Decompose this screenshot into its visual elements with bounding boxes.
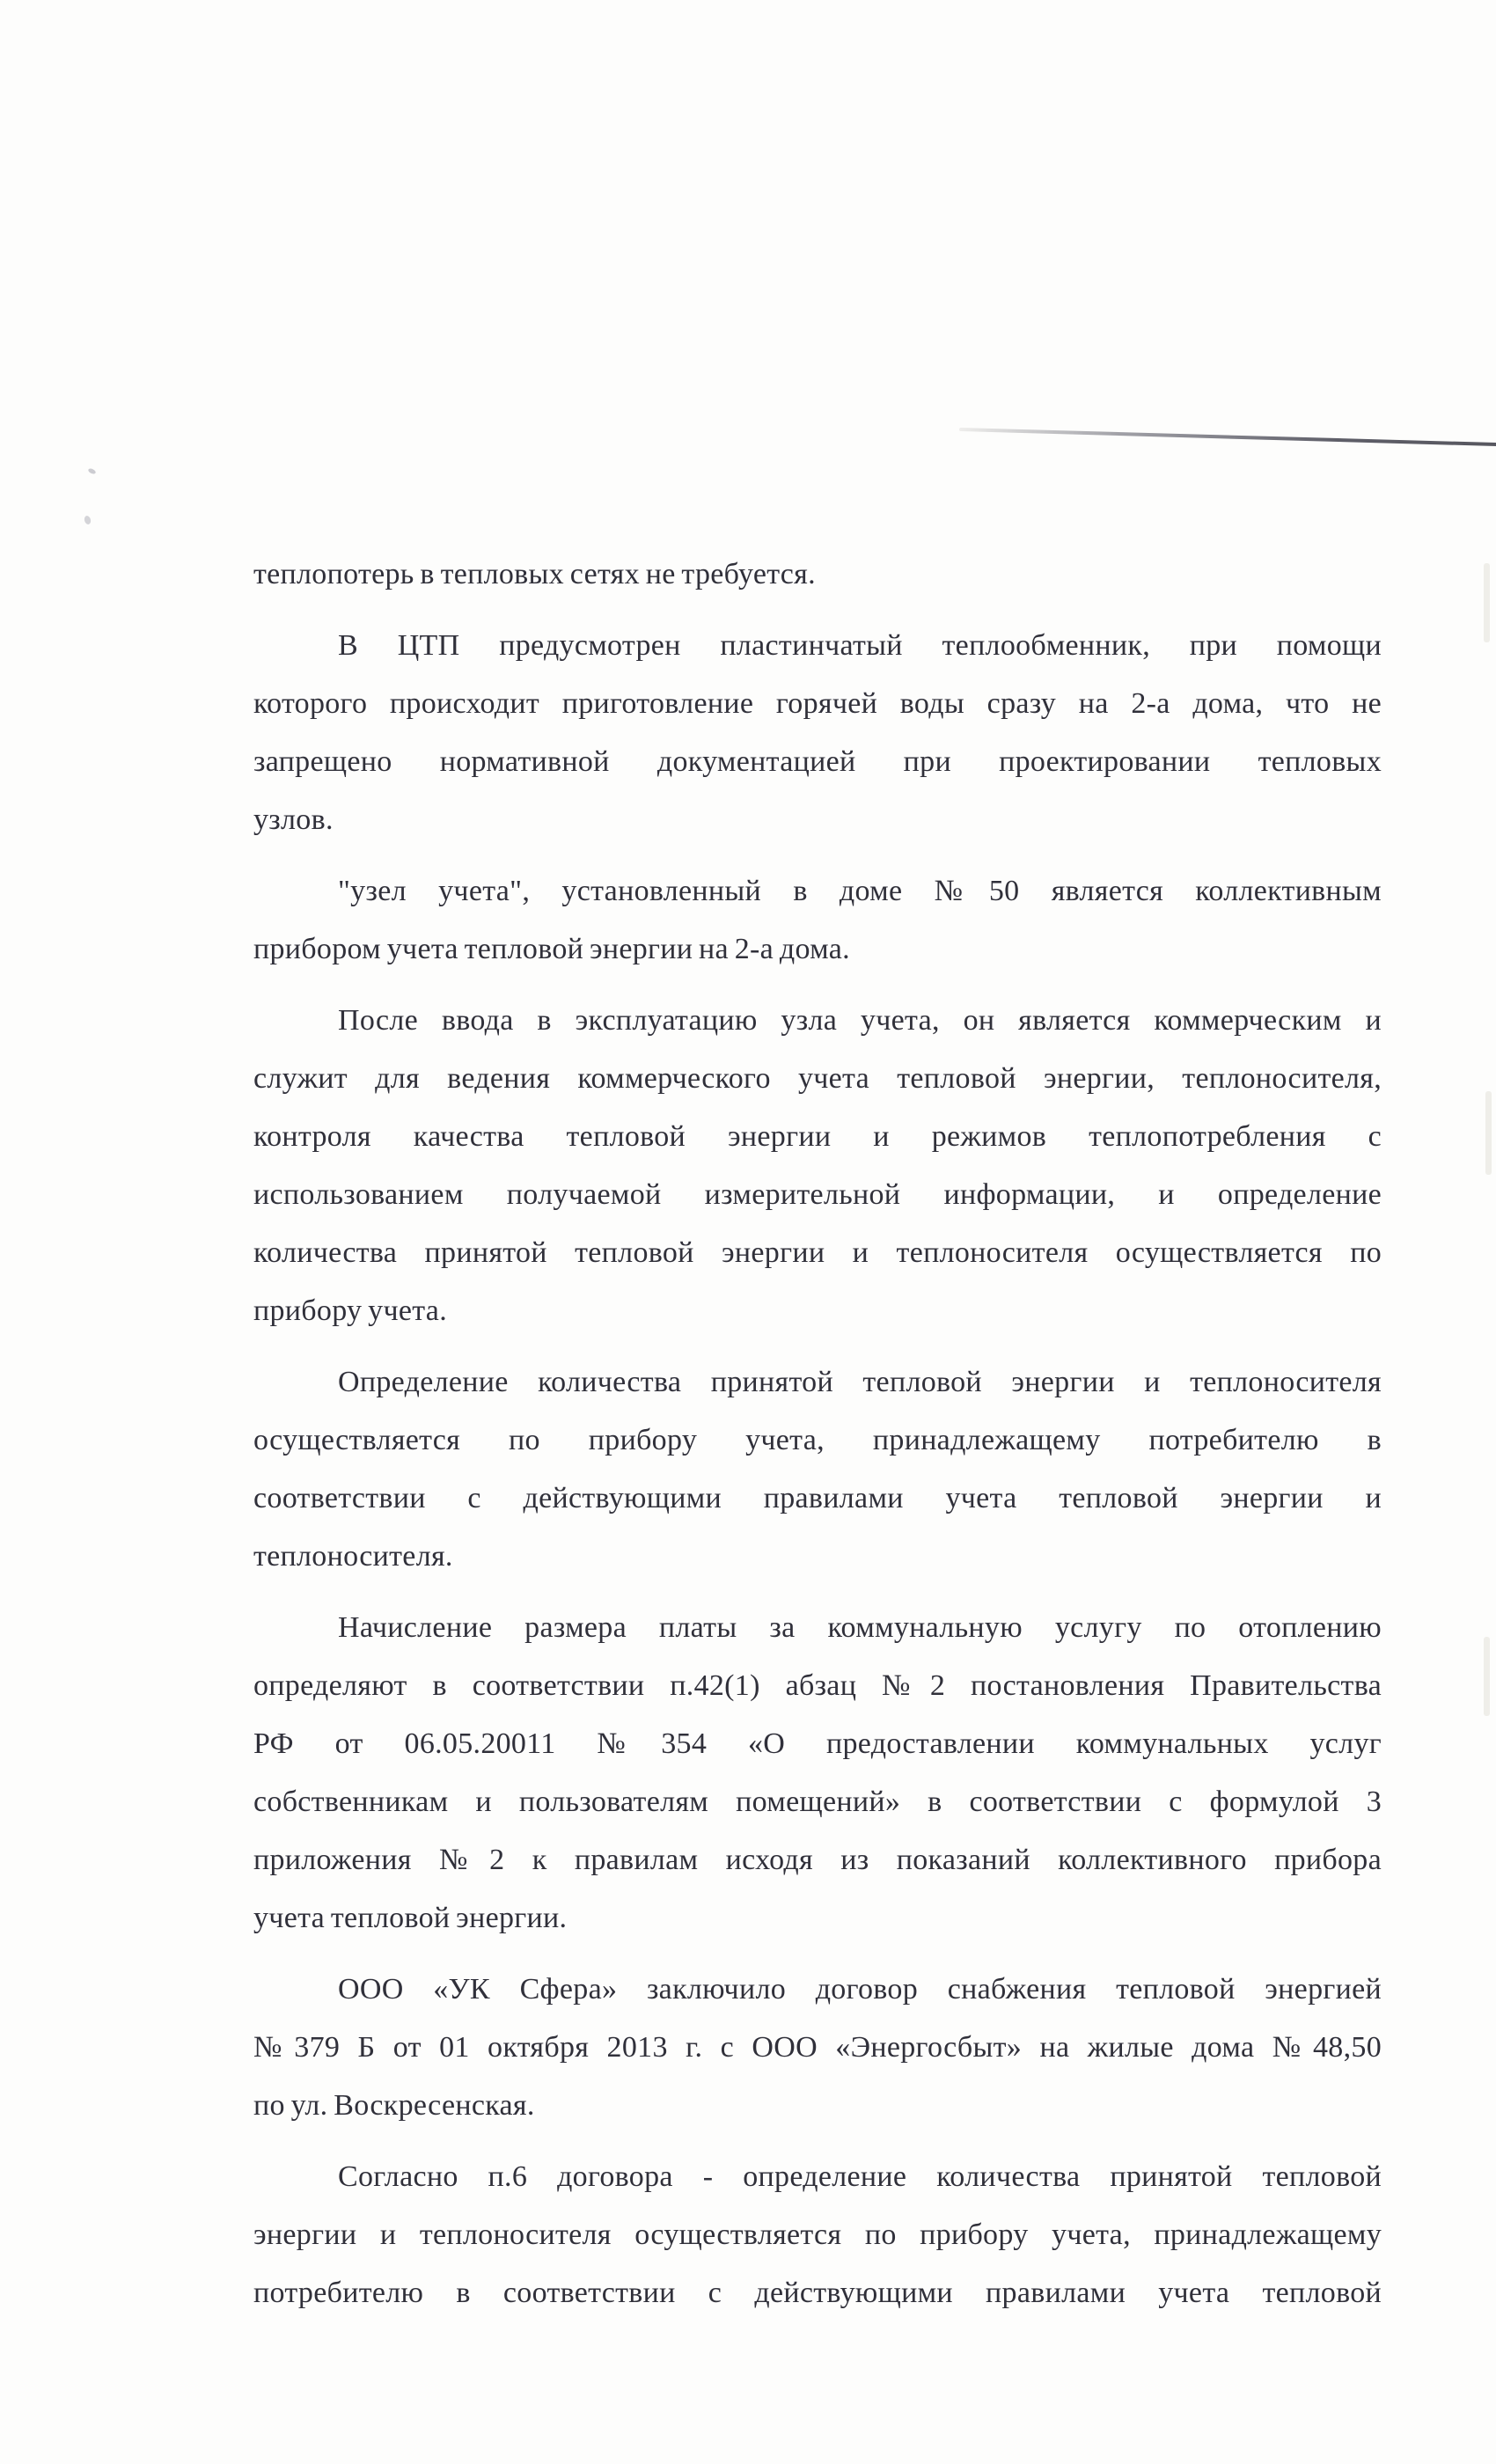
text-line: приложения №2 к правилам исходя из показаний коллективного прибора: [253, 1844, 1382, 1876]
scan-edge-streak: [1485, 1091, 1492, 1175]
paragraph: [253, 1599, 1382, 1947]
paragraph: [253, 992, 1382, 1340]
paragraph: [253, 1353, 1382, 1586]
text-line: потребителю в соответствии с действующими правилами учета тепловой: [253, 2277, 1382, 2309]
text-line: ООО «УК Сфера» заключило договор снабжения тепловой энергией: [338, 1973, 1382, 2006]
text-line: Согласно п.6 договора - определение количества принятой тепловой: [338, 2160, 1382, 2193]
text-line: В ЦТП предусмотрен пластинчатый теплообменник, при помощи: [338, 629, 1382, 662]
text-line: прибором учета тепловой энергии на 2-а дома.: [253, 933, 850, 965]
text-line: собственникам и пользователям помещений» в соответствии с формулой 3: [253, 1786, 1382, 1818]
text-line: которого происходит приготовление горячей воды сразу на 2-а дома, что не: [253, 687, 1382, 720]
text-line: контроля качества тепловой энергии и режимов теплопотребления с: [253, 1120, 1382, 1153]
text-line: узлов.: [253, 803, 334, 836]
text-line: служит для ведения коммерческого учета тепловой энергии, теплоносителя,: [253, 1062, 1382, 1095]
text-line: использованием получаемой измерительной информации, и определение: [253, 1178, 1382, 1211]
scan-artifact-line: [959, 428, 1496, 446]
paragraph: [253, 546, 1382, 604]
scan-speck: [84, 515, 92, 524]
text-line: прибору учета.: [253, 1294, 447, 1327]
paragraph: [253, 617, 1382, 849]
text-line: Начисление размера платы за коммунальную услугу по отоплению: [338, 1611, 1382, 1644]
text-line: РФ от 06.05.20011 №354 «О предоставлении коммунальных услуг: [253, 1727, 1382, 1760]
document-text-block: [253, 546, 1382, 2336]
text-line: определяют в соответствии п.42(1) абзац №2 постановления Правительства: [253, 1669, 1382, 1702]
scan-edge-streak: [1484, 563, 1490, 642]
text-line: После ввода в эксплуатацию узла учета, он является коммерческим и: [338, 1004, 1382, 1037]
text-line: №379 Б от 01 октября 2013 г. с ООО «Энергосбыт» на жилые дома №48,50: [253, 2031, 1382, 2064]
text-line: Определение количества принятой тепловой энергии и теплоносителя: [338, 1366, 1382, 1398]
scan-edge-streak: [1484, 1637, 1490, 1716]
text-line: теплопотерь в тепловых сетях не требуется.: [253, 558, 816, 590]
scan-speck: [87, 467, 96, 474]
text-line: по ул. Воскресенская.: [253, 2089, 535, 2122]
text-line: осуществляется по прибору учета, принадлежащему потребителю в: [253, 1424, 1382, 1456]
text-line: учета тепловой энергии.: [253, 1902, 568, 1934]
paragraph: [253, 862, 1382, 979]
text-line: теплоносителя.: [253, 1540, 453, 1573]
text-line: количества принятой тепловой энергии и теплоносителя осуществляется по: [253, 1236, 1382, 1269]
text-line: "узел учета", установленный в доме №50 является коллективным: [338, 875, 1382, 907]
text-line: запрещено нормативной документацией при проектировании тепловых: [253, 745, 1382, 778]
text-line: соответствии с действующими правилами учета тепловой энергии и: [253, 1482, 1382, 1514]
text-line: энергии и теплоносителя осуществляется по прибору учета, принадлежащему: [253, 2218, 1382, 2251]
paragraph: [253, 2148, 1382, 2322]
paragraph: [253, 1961, 1382, 2135]
